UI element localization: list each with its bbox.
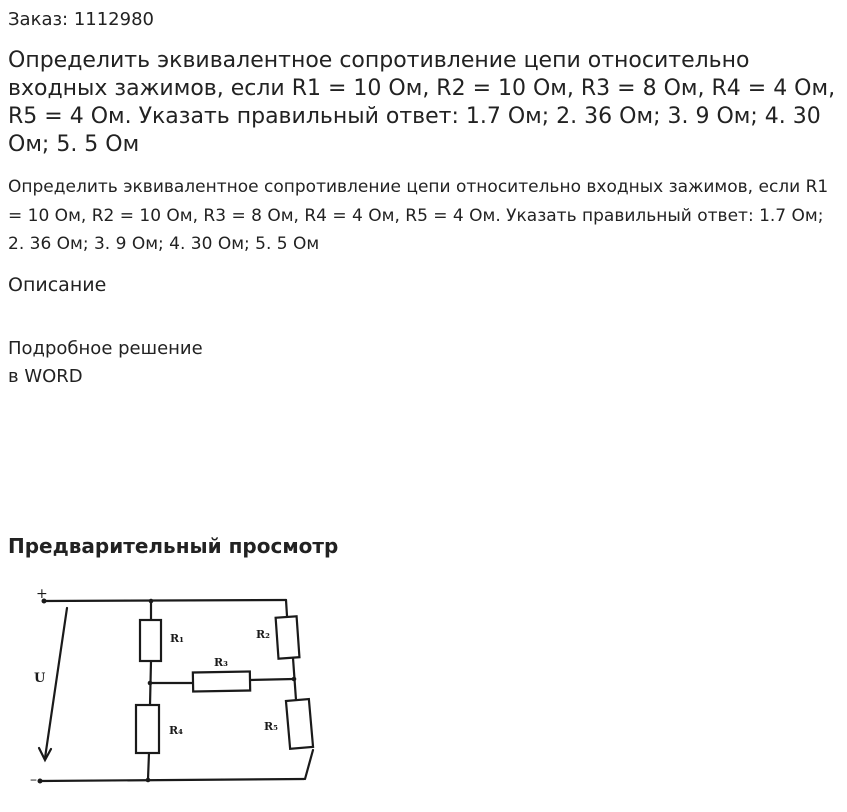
bottom-wire: [40, 779, 304, 781]
top-wire: [44, 600, 286, 601]
task-description: Определить эквивалентное сопротивление цепи относительно входных зажимов, если R1 = 10 Ом, R2 = 10 Ом, R3 = 8 Ом, R4 = 4 Ом, R5 = 4 Ом. Указать правильный ответ: 1.7 Ом; 2. 36 Ом; 3. 9 Ом; 4. 30 Ом; 5. 5 Ом: [8, 177, 829, 254]
right-branch-wire: [286, 600, 287, 616]
order-number: Заказ: 1112980: [8, 9, 154, 30]
resistor-r3: [193, 671, 250, 691]
task-title: Определить эквивалентное сопротивление цепи относительно входных зажимов, если R1 = 10 Ом, R2 = 10 Ом, R3 = 8 Ом, R4 = 4 Ом, R5 = 4 Ом. Указать правильный ответ: 1.7 Ом; 2. 36 Ом; 3. 9 Ом; 4. 30 Ом; 5. 5 Ом: [8, 48, 836, 157]
r4-label: R₄: [169, 724, 183, 737]
svg-text:+: +: [36, 588, 48, 602]
preview-heading: Предварительный просмотр: [8, 534, 339, 558]
r3-label: R₃: [214, 656, 228, 669]
svg-text:–: –: [30, 772, 37, 788]
solution-line-1: Подробное решение: [8, 338, 203, 359]
description-label: Описание: [8, 274, 107, 296]
resistor-r4: [136, 705, 159, 753]
r5-label: R₅: [264, 720, 278, 733]
solution-info: [8, 335, 203, 391]
circuit-diagram: [22, 588, 332, 794]
circuit-preview-image: [22, 588, 332, 794]
resistor-r2: [276, 616, 300, 658]
resistor-r5: [286, 699, 313, 749]
solution-line-2: в WORD: [8, 366, 83, 387]
r2-label: R₂: [256, 628, 270, 641]
voltage-label: U: [34, 671, 46, 686]
input-terminal-bottom: [38, 779, 43, 784]
r1-label: R₁: [170, 632, 184, 645]
voltage-arrow: [45, 608, 67, 758]
resistor-r1: [140, 620, 161, 661]
